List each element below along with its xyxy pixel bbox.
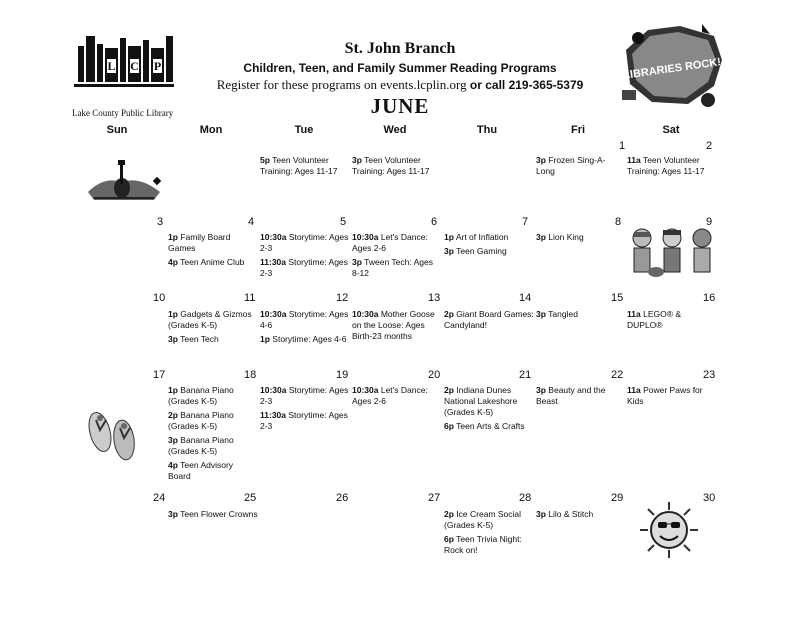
event-title: Banana Piano (Grades K-5)	[168, 385, 234, 406]
event	[168, 435, 258, 457]
library-logo-graphic	[72, 28, 182, 102]
event	[352, 309, 442, 342]
event-title: Family Board Games	[168, 232, 231, 253]
event-title: Storytime: Ages 4-6	[260, 309, 349, 330]
event-title: Ice Cream Social (Grades K-5)	[444, 509, 522, 530]
page-header	[200, 40, 600, 93]
weekday-sat: Sat	[662, 124, 680, 136]
event-time: 3p	[444, 246, 454, 256]
event-title: Storytime: Ages 2-3	[260, 385, 349, 406]
day-cell	[352, 155, 442, 180]
event	[627, 309, 717, 331]
day-number: 1	[619, 140, 626, 152]
day-cell	[352, 385, 442, 410]
event	[627, 155, 717, 177]
day-cell	[627, 309, 717, 334]
day-number: 13	[428, 292, 441, 304]
event-time: 11a	[627, 309, 641, 319]
day-cell	[352, 232, 442, 282]
event-time: 3p	[168, 435, 178, 445]
day-cell	[260, 309, 350, 348]
event-title: Storytime: Ages 4-6	[272, 334, 347, 344]
event-time: 3p	[536, 309, 546, 319]
event	[444, 534, 534, 556]
library-name: Lake County Public Library	[72, 108, 174, 118]
event	[168, 309, 258, 331]
event-title: Frozen Sing-A-Long	[536, 155, 606, 176]
event-time: 3p	[536, 155, 546, 165]
day-cell	[352, 309, 442, 345]
event-time: 3p	[168, 509, 178, 519]
event	[260, 410, 350, 432]
event-title: Teen Tech	[180, 334, 219, 344]
event	[168, 334, 258, 345]
day-number: 11	[244, 292, 256, 304]
event-title: Art of Inflation	[455, 232, 509, 242]
event-time: 1p	[168, 385, 178, 395]
event-title: Teen Volunteer Training: Ages 11-17	[352, 155, 430, 176]
event	[260, 155, 350, 177]
weekday-thu: Thu	[476, 124, 498, 136]
event-time: 6p	[444, 534, 454, 544]
day-number: 7	[522, 216, 529, 228]
event-time: 2p	[444, 309, 454, 319]
day-cell	[444, 385, 534, 435]
event-title: Storytime: Ages 2-3	[260, 257, 348, 278]
event	[536, 155, 616, 177]
badge-graphic	[618, 20, 726, 116]
weekday-tue: Tue	[294, 124, 314, 136]
event-title: Power Paws for Kids	[627, 385, 703, 406]
event-title: Teen Advisory Board	[168, 460, 234, 481]
day-number: 4	[248, 216, 255, 228]
event	[627, 385, 717, 407]
day-cell	[536, 155, 616, 180]
day-number: 28	[519, 492, 532, 504]
day-cell	[536, 232, 626, 246]
day-number: 3	[157, 216, 164, 228]
day-cell	[536, 385, 626, 410]
day-number: 29	[611, 492, 624, 504]
event	[536, 509, 626, 520]
event-time: 1p	[168, 232, 178, 242]
day-number: 20	[428, 369, 441, 381]
event-time: 2p	[444, 385, 454, 395]
day-cell	[627, 155, 717, 180]
day-cell	[444, 309, 534, 334]
month-title: JUNE	[370, 94, 430, 118]
logo-letter-2: C	[130, 59, 139, 73]
logo-letter-1: L	[107, 59, 116, 73]
weekday-mon: Mon	[199, 124, 223, 136]
event	[168, 385, 258, 407]
logo-letter-3: P	[153, 59, 162, 73]
weekday-sun: Sun	[106, 124, 128, 136]
event	[260, 385, 350, 407]
library-logo	[72, 28, 182, 118]
event-time: 1p	[168, 309, 178, 319]
day-number: 8	[615, 216, 622, 228]
day-number: 19	[336, 369, 349, 381]
day-number: 10	[153, 292, 166, 304]
event	[260, 334, 350, 345]
program-subtitle: Children, Teen, and Family Summer Reading Programs	[243, 61, 557, 75]
event	[168, 509, 258, 520]
day-number: 9	[706, 216, 713, 228]
event-title: LEGO® & DUPLO®	[627, 309, 682, 330]
day-cell	[168, 232, 258, 271]
flip-flops-icon	[86, 408, 140, 464]
day-number: 24	[153, 492, 166, 504]
event-title: Banana Piano (Grades K-5)	[168, 435, 234, 456]
sun-icon	[638, 500, 700, 560]
event-time: 11a	[627, 155, 641, 165]
event-time: 3p	[536, 509, 546, 519]
event-time: 2p	[444, 509, 454, 519]
event	[260, 232, 350, 254]
event-time: 3p	[352, 155, 362, 165]
event-time: 3p	[168, 334, 178, 344]
event-title: Banana Piano (Grades K-5)	[168, 410, 234, 431]
register-line	[200, 77, 600, 93]
event-time: 1p	[444, 232, 454, 242]
guitar-icon	[84, 158, 164, 208]
register-text: Register for these programs on events.lcplin.org	[216, 77, 467, 92]
day-number: 25	[244, 492, 257, 504]
event-title: Tangled	[548, 309, 578, 319]
day-cell	[168, 509, 258, 523]
event	[260, 257, 350, 279]
event-title: Teen Arts & Crafts	[456, 421, 525, 431]
day-number: 22	[611, 369, 624, 381]
event-time: 3p	[352, 257, 362, 267]
day-cell	[536, 509, 626, 523]
event	[536, 309, 626, 320]
event-title: Teen Volunteer Training: Ages 11-17	[260, 155, 338, 176]
day-number: 2	[706, 140, 713, 152]
day-number: 27	[428, 492, 441, 504]
event-title: Teen Flower Crowns	[180, 509, 258, 519]
event-title: Lilo & Stitch	[548, 509, 594, 519]
day-number: 5	[340, 216, 347, 228]
day-number: 16	[703, 292, 716, 304]
event-time: 4p	[168, 460, 178, 470]
day-cell	[260, 155, 350, 180]
event	[444, 385, 534, 418]
event-time: 3p	[536, 385, 546, 395]
event	[444, 309, 534, 331]
event	[536, 232, 626, 243]
event-time: 10:30a	[352, 309, 379, 319]
event-time: 10:30a	[260, 385, 287, 395]
event-time: 3p	[536, 232, 546, 242]
day-cell	[260, 232, 350, 282]
day-number: 30	[703, 492, 716, 504]
event	[168, 410, 258, 432]
event-title: Beauty and the Beast	[536, 385, 606, 406]
day-number: 23	[703, 369, 716, 381]
event-time: 6p	[444, 421, 454, 431]
weekday-fri: Fri	[570, 124, 586, 136]
flip-flops-clipart	[86, 408, 140, 469]
event	[444, 421, 534, 432]
weekday-wed: Wed	[383, 124, 407, 136]
event	[536, 385, 626, 407]
event-title: Teen Anime Club	[180, 257, 245, 267]
event-time: 10:30a	[260, 309, 287, 319]
day-number: 14	[519, 292, 532, 304]
event	[168, 257, 258, 268]
event-title: Storytime: Ages 2-3	[260, 410, 348, 431]
sun-clipart	[638, 500, 700, 565]
event-title: Mother Goose on the Loose: Ages Birth-23 months	[352, 309, 435, 341]
libraries-rock-badge	[618, 20, 726, 116]
event	[352, 155, 442, 177]
day-cell	[536, 309, 626, 323]
event	[352, 232, 442, 254]
event-time: 10:30a	[352, 385, 379, 395]
event-title: Tween Tech: Ages 8-12	[352, 257, 433, 278]
event	[444, 232, 534, 243]
day-cell	[260, 385, 350, 435]
event-title: Teen Volunteer Training: Ages 11-17	[627, 155, 705, 176]
event-time: 5p	[260, 155, 270, 165]
event	[260, 309, 350, 331]
day-cell	[168, 385, 258, 485]
event-title: Teen Gaming	[456, 246, 507, 256]
event	[352, 385, 442, 407]
event-time: 11:30a	[260, 257, 286, 267]
event-title: Lion King	[548, 232, 584, 242]
day-number: 6	[431, 216, 438, 228]
day-cell	[444, 232, 534, 260]
day-number: 17	[153, 369, 166, 381]
event	[352, 257, 442, 279]
event-time: 10:30a	[352, 232, 379, 242]
event	[168, 460, 258, 482]
day-number: 12	[336, 292, 349, 304]
event-title: Gadgets & Gizmos (Grades K-5)	[168, 309, 252, 330]
day-cell	[444, 509, 534, 559]
day-cell	[168, 309, 258, 348]
guitar-clipart	[84, 158, 164, 213]
phone-text: or call 219-365-5379	[469, 78, 584, 92]
event-time: 11:30a	[260, 410, 286, 420]
event-time: 1p	[260, 334, 270, 344]
day-cell	[627, 385, 717, 410]
beach-kids-clipart	[626, 226, 718, 283]
day-number: 26	[336, 492, 349, 504]
kids-icon	[626, 226, 718, 278]
day-number: 18	[244, 369, 257, 381]
event-title: Indiana Dunes National Lakeshore (Grades K-5)	[444, 385, 518, 417]
event-title: Teen Trivia Night: Rock on!	[444, 534, 522, 555]
event-title: Let's Dance: Ages 2-6	[352, 232, 428, 253]
event-title: Storytime: Ages 2-3	[260, 232, 349, 253]
event-time: 11a	[627, 385, 641, 395]
event-time: 10:30a	[260, 232, 287, 242]
event-time: 4p	[168, 257, 178, 267]
event	[444, 509, 534, 531]
event-title: Giant Board Games: Candyland!	[444, 309, 534, 330]
badge-text: LIBRARIES ROCK!	[622, 56, 722, 82]
event	[444, 246, 534, 257]
event	[168, 232, 258, 254]
event-time: 2p	[168, 410, 178, 420]
day-number: 15	[611, 292, 624, 304]
branch-title: St. John Branch	[344, 40, 456, 57]
event-title: Let's Dance: Ages 2-6	[352, 385, 428, 406]
day-number: 21	[519, 369, 532, 381]
